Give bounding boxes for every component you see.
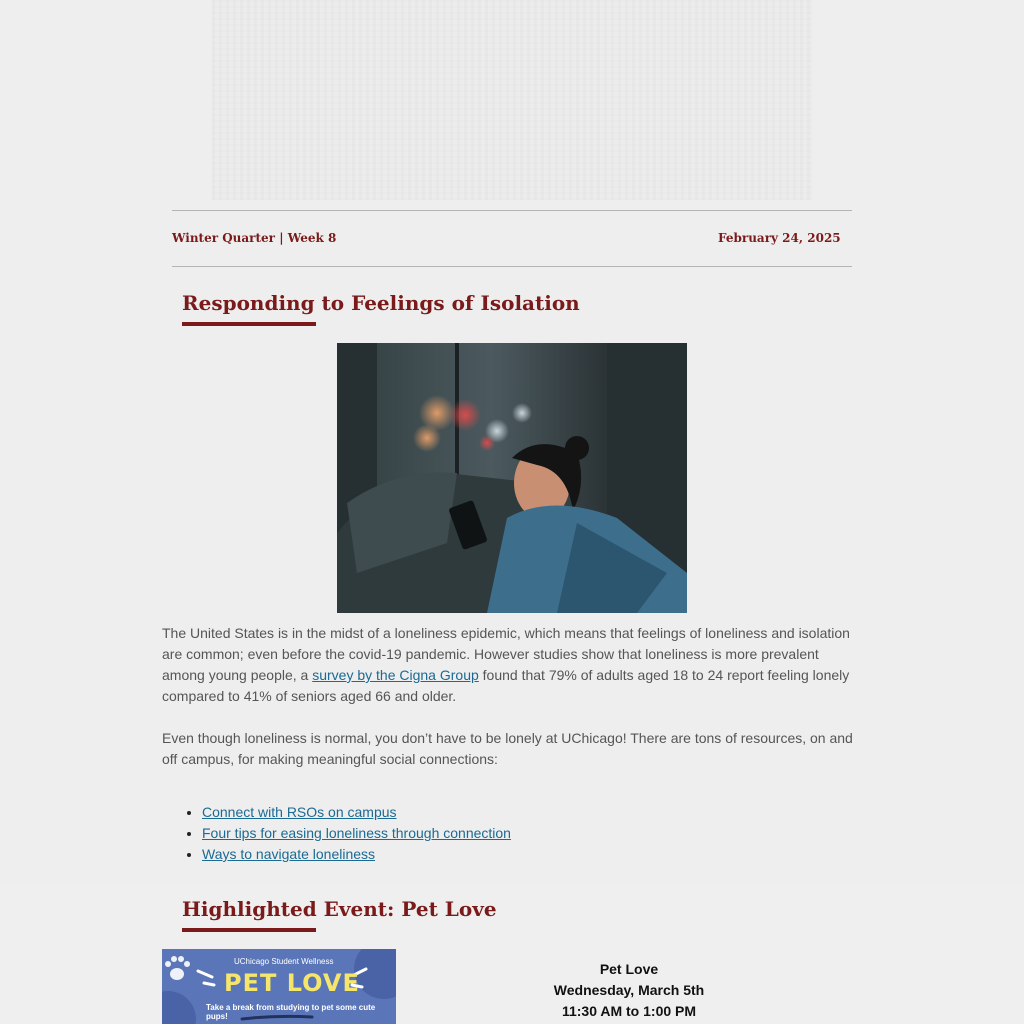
- article-title-underline: [182, 322, 316, 326]
- event-section-title: Highlighted Event: Pet Love: [182, 897, 497, 921]
- event-name: Pet Love: [599, 961, 659, 977]
- tips-link[interactable]: Four tips for easing loneliness through connection: [202, 825, 511, 841]
- resource-links: [202, 802, 511, 865]
- article-title: Responding to Feelings of Isolation: [182, 291, 580, 315]
- list-item: [202, 823, 511, 844]
- flyer-title: PET LOVE: [224, 969, 360, 997]
- header-banner: [212, 0, 812, 200]
- header-divider-bottom: [172, 266, 852, 267]
- rso-link[interactable]: Connect with RSOs on campus: [202, 804, 397, 820]
- event-section: [0, 884, 1024, 1024]
- cigna-survey-link[interactable]: survey by the Cigna Group: [312, 667, 479, 683]
- event-title-underline: [182, 928, 316, 932]
- event-date: Wednesday, March 5th: [553, 982, 705, 998]
- pet-love-flyer[interactable]: [162, 949, 396, 1024]
- paw-icon: [165, 956, 190, 980]
- article-paragraph-1: [162, 623, 862, 707]
- article-photo: [337, 343, 687, 613]
- issue-meta: [172, 231, 336, 245]
- navigate-loneliness-link[interactable]: Ways to navigate loneliness: [202, 846, 376, 862]
- paragraph-text: The United States is in the midst of a loneliness epidemic, which means that feelings of loneliness and isolation are common; even before the covid-19 pandemic. However studies show that loneliness is more prevalent among young people, a: [162, 625, 850, 683]
- header-divider-top: [172, 210, 852, 211]
- week-label: Week 8: [287, 231, 337, 245]
- article-paragraph-2: Even though loneliness is normal, you don’t have to be lonely at UChicago! There are tons of resources, on and off campus, for making meaningful social connections:: [162, 730, 853, 767]
- flyer-org: UChicago Student Wellness: [234, 957, 334, 966]
- flyer-subtitle: Take a break from studying to pet some cute pups!: [206, 1003, 376, 1021]
- meta-separator: |: [279, 231, 284, 245]
- quarter-label: Winter Quarter: [172, 231, 276, 245]
- event-time: 11:30 AM to 1:00 PM: [561, 1003, 697, 1019]
- event-details: [529, 959, 729, 1022]
- issue-date: February 24, 2025: [718, 231, 841, 245]
- list-item: [202, 802, 511, 823]
- list-item: [202, 844, 511, 865]
- paragraph-text-cont: found that 79% of adults aged 18 to 24 report feeling lonely compared to 41% of seniors aged 66 and older.: [162, 667, 850, 704]
